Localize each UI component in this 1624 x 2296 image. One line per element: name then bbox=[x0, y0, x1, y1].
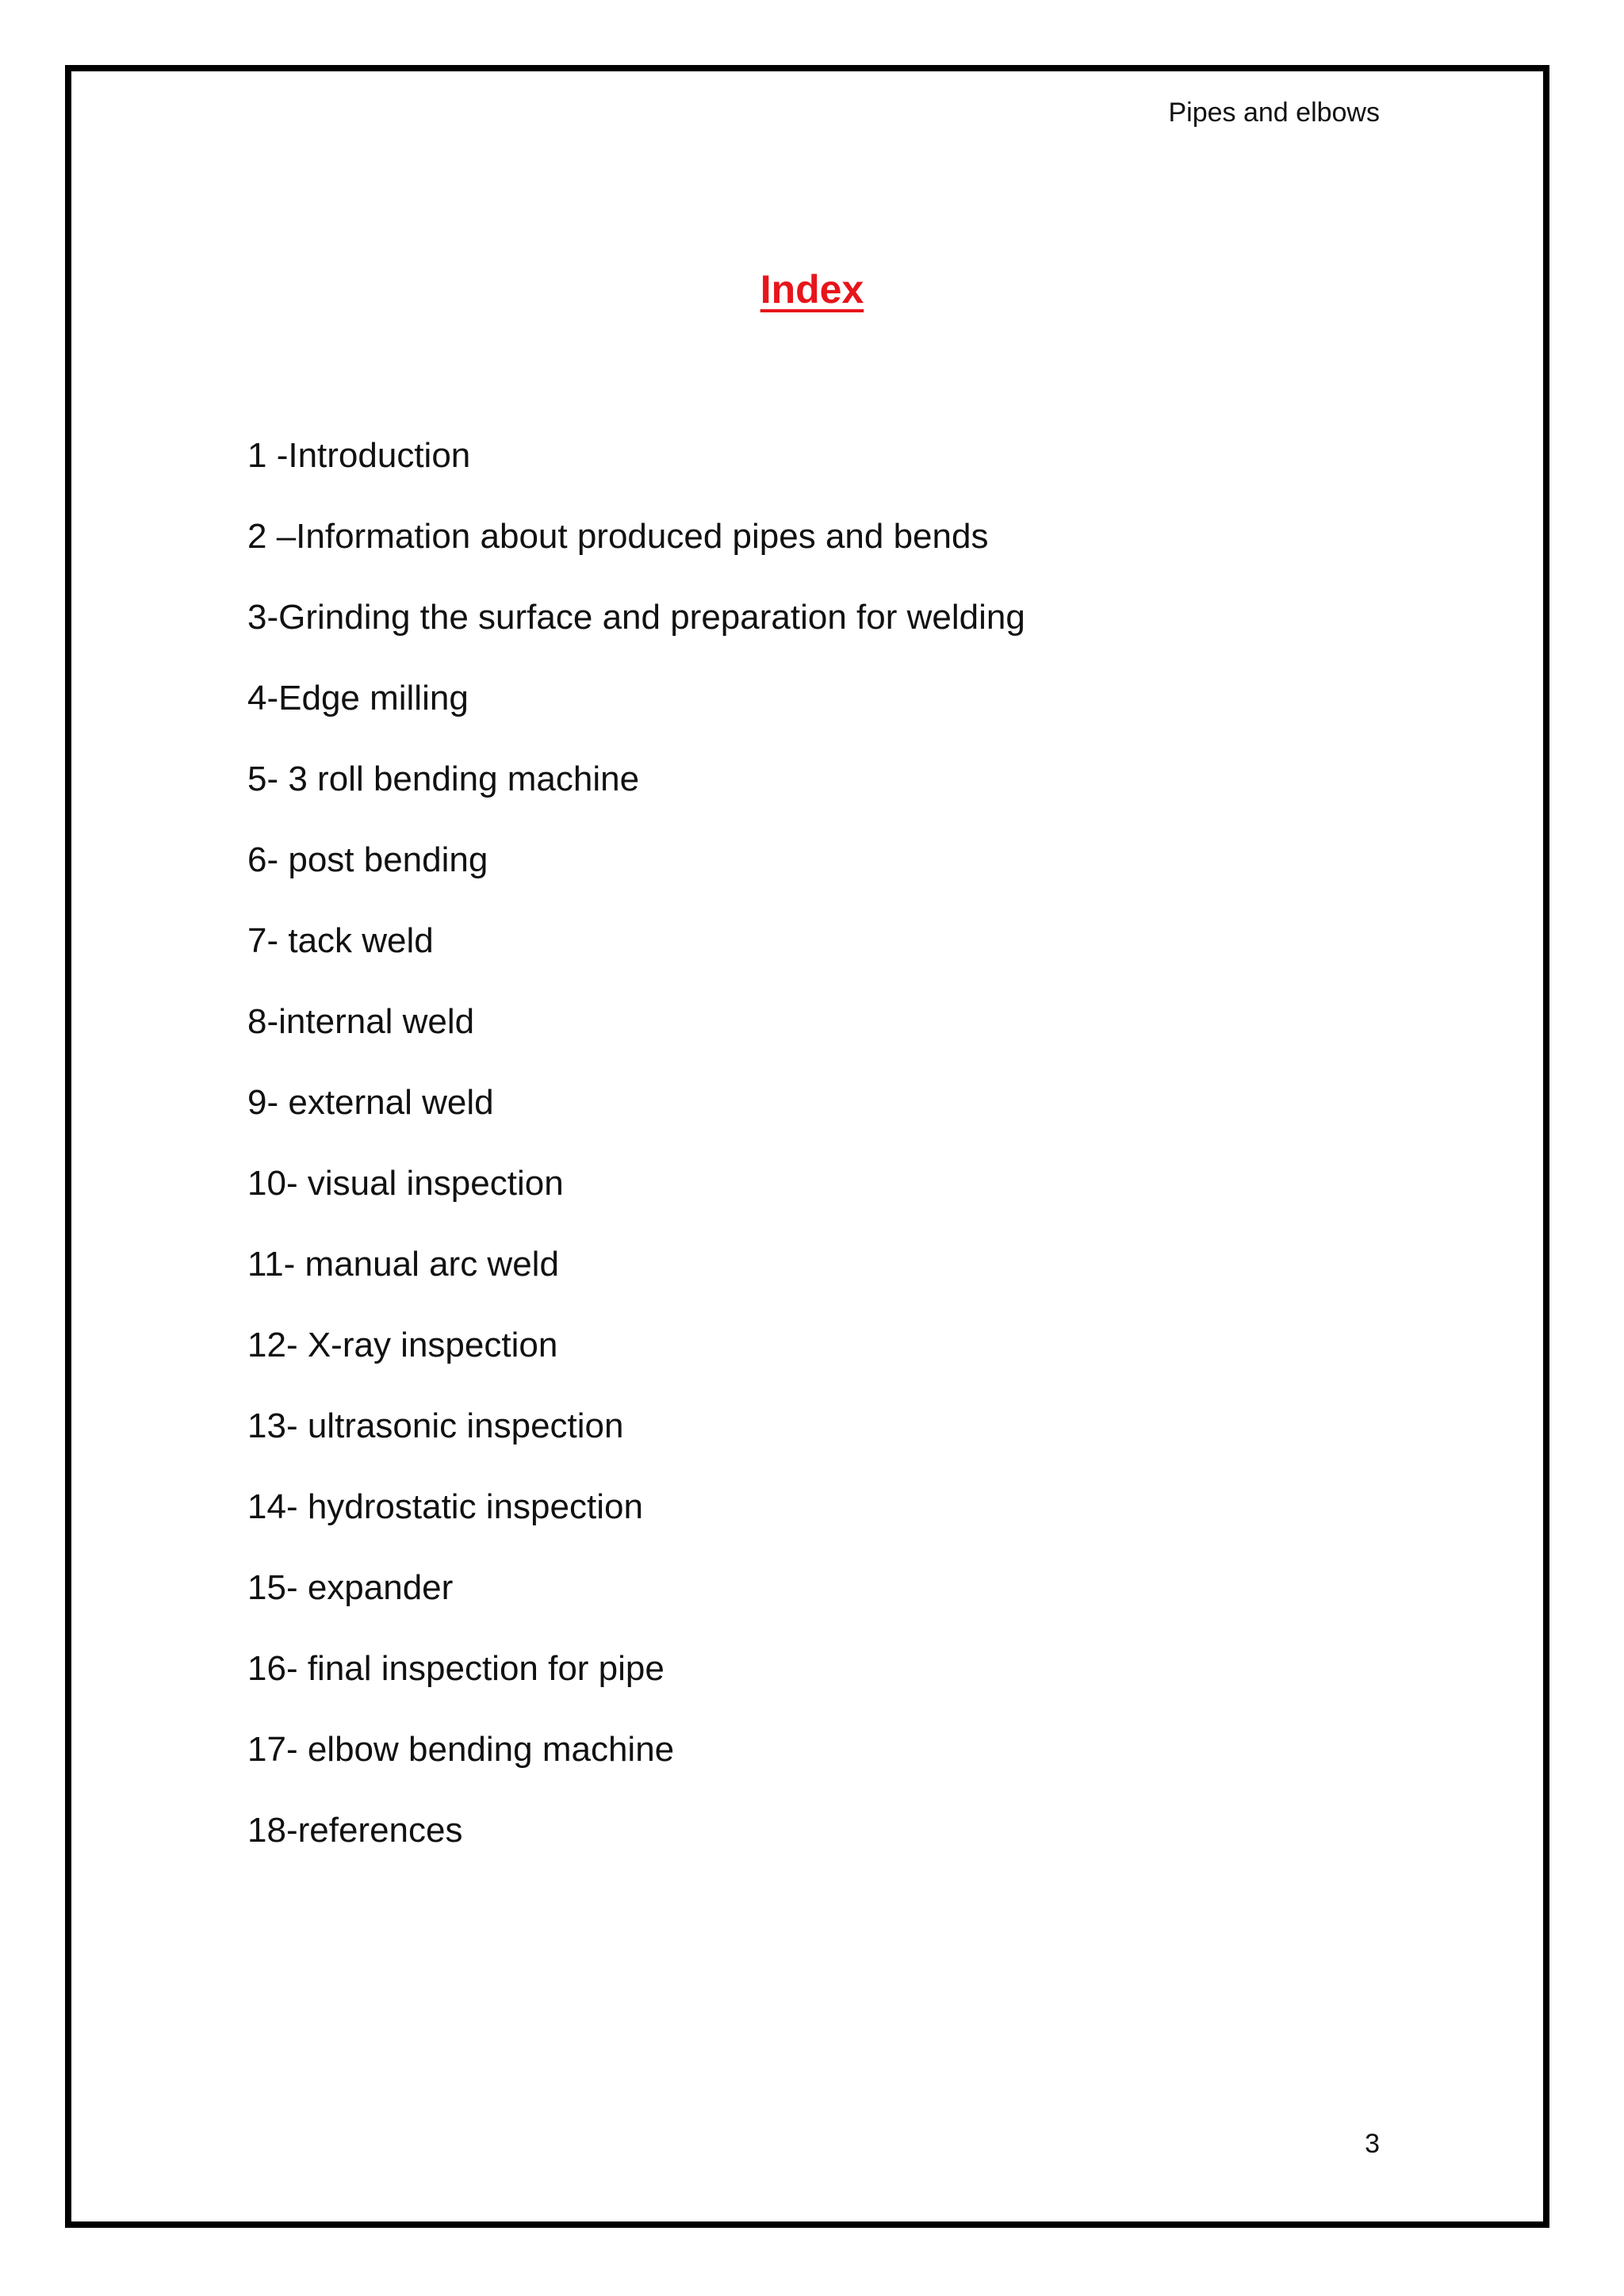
toc-item: 18-references bbox=[247, 1811, 463, 1850]
toc-item: 10- visual inspection bbox=[247, 1164, 564, 1203]
toc-item: 6- post bending bbox=[247, 840, 488, 879]
page-number: 3 bbox=[1365, 2129, 1380, 2159]
toc-item: 2 –Information about produced pipes and bends bbox=[247, 517, 989, 556]
toc-item: 7- tack weld bbox=[247, 921, 434, 960]
running-header: Pipes and elbows bbox=[1168, 98, 1380, 128]
toc-item: 14- hydrostatic inspection bbox=[247, 1487, 643, 1526]
toc-item: 8-internal weld bbox=[247, 1002, 475, 1041]
toc-item: 1 -Introduction bbox=[247, 436, 471, 475]
table-of-contents bbox=[247, 428, 1025, 1884]
index-title: Index bbox=[760, 267, 864, 312]
toc-item: 11- manual arc weld bbox=[247, 1245, 559, 1284]
toc-item: 17- elbow bending machine bbox=[247, 1730, 675, 1769]
toc-item: 5- 3 roll bending machine bbox=[247, 760, 640, 798]
toc-item: 16- final inspection for pipe bbox=[247, 1649, 665, 1688]
toc-item: 9- external weld bbox=[247, 1083, 494, 1122]
toc-item: 12- X-ray inspection bbox=[247, 1326, 558, 1364]
toc-item: 4-Edge milling bbox=[247, 679, 469, 718]
toc-item: 15- expander bbox=[247, 1568, 454, 1607]
toc-item: 13- ultrasonic inspection bbox=[247, 1406, 624, 1445]
toc-item: 3-Grinding the surface and preparation for welding bbox=[247, 598, 1025, 637]
